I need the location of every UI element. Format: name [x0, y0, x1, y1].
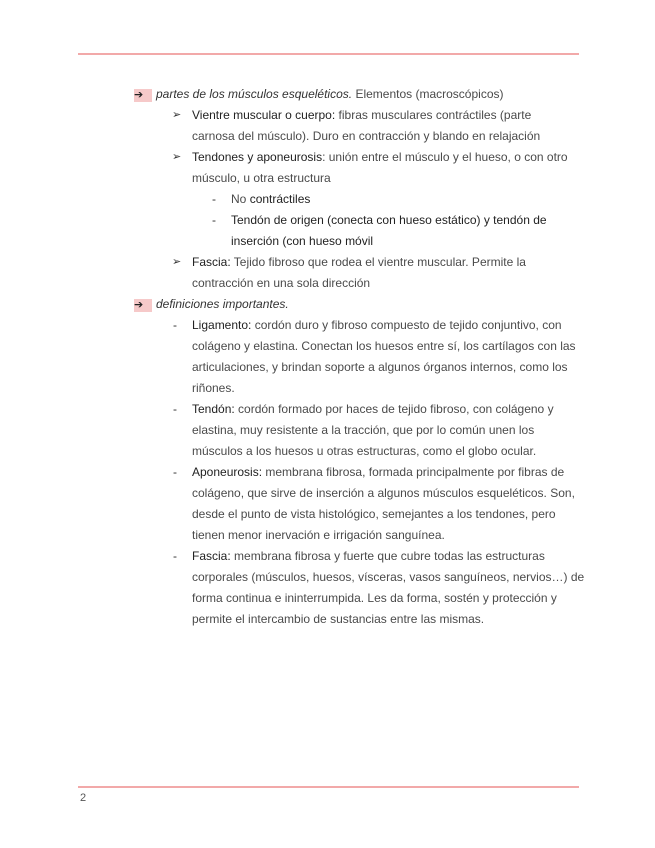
arrowhead-bullet-icon: ➢	[172, 151, 182, 163]
list-item-vientre-cont: carnosa del músculo). Duro en contracción y blando en relajación	[192, 129, 541, 143]
arrow-icon: ➔	[134, 299, 152, 312]
list-item-fascia: ➢ Fascia: Tejido fibroso que rodea el vientre muscular. Permite la	[0, 252, 655, 273]
dash-bullet-icon: -	[173, 402, 177, 416]
arrow-icon: ➔	[134, 89, 152, 102]
footer-rule	[78, 786, 579, 788]
sub-item-tendon-origen: - Tendón de origen (conecta con hueso estático) y tendón de	[0, 210, 655, 231]
list-item-tendones-cont: músculo, u otra estructura	[192, 171, 331, 185]
page-number: 2	[80, 792, 87, 804]
list-item-fascia-cont: contracción en una sola dirección	[192, 276, 371, 290]
list-item-vientre: ➢ Vientre muscular o cuerpo: fibras musculares contráctiles (parte	[0, 105, 655, 126]
definition-fascia-cont: permite el intercambio de sustancias entre las mismas.	[192, 612, 485, 626]
definition-aponeurosis-cont: colágeno, que sirve de inserción a algunos músculos esqueléticos. Son,	[192, 486, 575, 500]
dash-bullet-icon: -	[212, 213, 216, 227]
definition-aponeurosis-cont: desde el punto de vista histológico, semejantes a los tendones, pero	[192, 507, 556, 521]
definition-fascia: - Fascia: membrana fibrosa y fuerte que cubre todas las estructuras	[0, 546, 655, 567]
definition-fascia-cont: corporales (músculos, huesos, vísceras, vasos sanguíneos, nervios…) de	[192, 570, 585, 584]
definition-aponeurosis-cont: tienen menor inervación e irrigación sanguínea.	[192, 528, 445, 542]
header-rule	[78, 53, 579, 55]
definition-ligamento-cont: articulaciones, y brindan soporte a algunos órganos internos, como los	[192, 360, 568, 374]
sub-item-tendon-origen-cont: inserción (con hueso móvil	[231, 234, 374, 248]
dash-bullet-icon: -	[173, 318, 177, 332]
definition-aponeurosis: - Aponeurosis: membrana fibrosa, formada principalmente por fibras de	[0, 462, 655, 483]
definition-tendon-cont: elastina, muy resistente a la tracción, que por lo común unen los	[192, 423, 535, 437]
dash-bullet-icon: -	[173, 549, 177, 563]
dash-bullet-icon: -	[173, 465, 177, 479]
arrowhead-bullet-icon: ➢	[172, 256, 182, 268]
definition-tendon-cont: músculos a los huesos u otras estructuras, como el globo ocular.	[192, 444, 537, 458]
section-heading-partes: ➔ partes de los músculos esqueléticos. Elementos (macroscópicos)	[134, 87, 504, 101]
definition-ligamento-cont: colágeno y elastina. Conectan los huesos entre sí, los cartílagos con las	[192, 339, 576, 353]
section-heading-definiciones: ➔ definiciones importantes.	[134, 297, 289, 311]
dash-bullet-icon: -	[212, 192, 216, 206]
list-item-tendones: ➢ Tendones y aponeurosis: unión entre el músculo y el hueso, o con otro	[0, 147, 655, 168]
arrowhead-bullet-icon: ➢	[172, 109, 182, 121]
document-body	[0, 84, 655, 630]
definition-fascia-cont: forma continua e ininterrumpida. Les da forma, sostén y protección y	[192, 591, 557, 605]
definition-ligamento-cont: riñones.	[192, 381, 235, 395]
sub-item-no-contractiles: - No contráctiles	[0, 189, 655, 210]
definition-tendon: - Tendón: cordón formado por haces de tejido fibroso, con colágeno y	[0, 399, 655, 420]
definition-ligamento: - Ligamento: cordón duro y fibroso compuesto de tejido conjuntivo, con	[0, 315, 655, 336]
